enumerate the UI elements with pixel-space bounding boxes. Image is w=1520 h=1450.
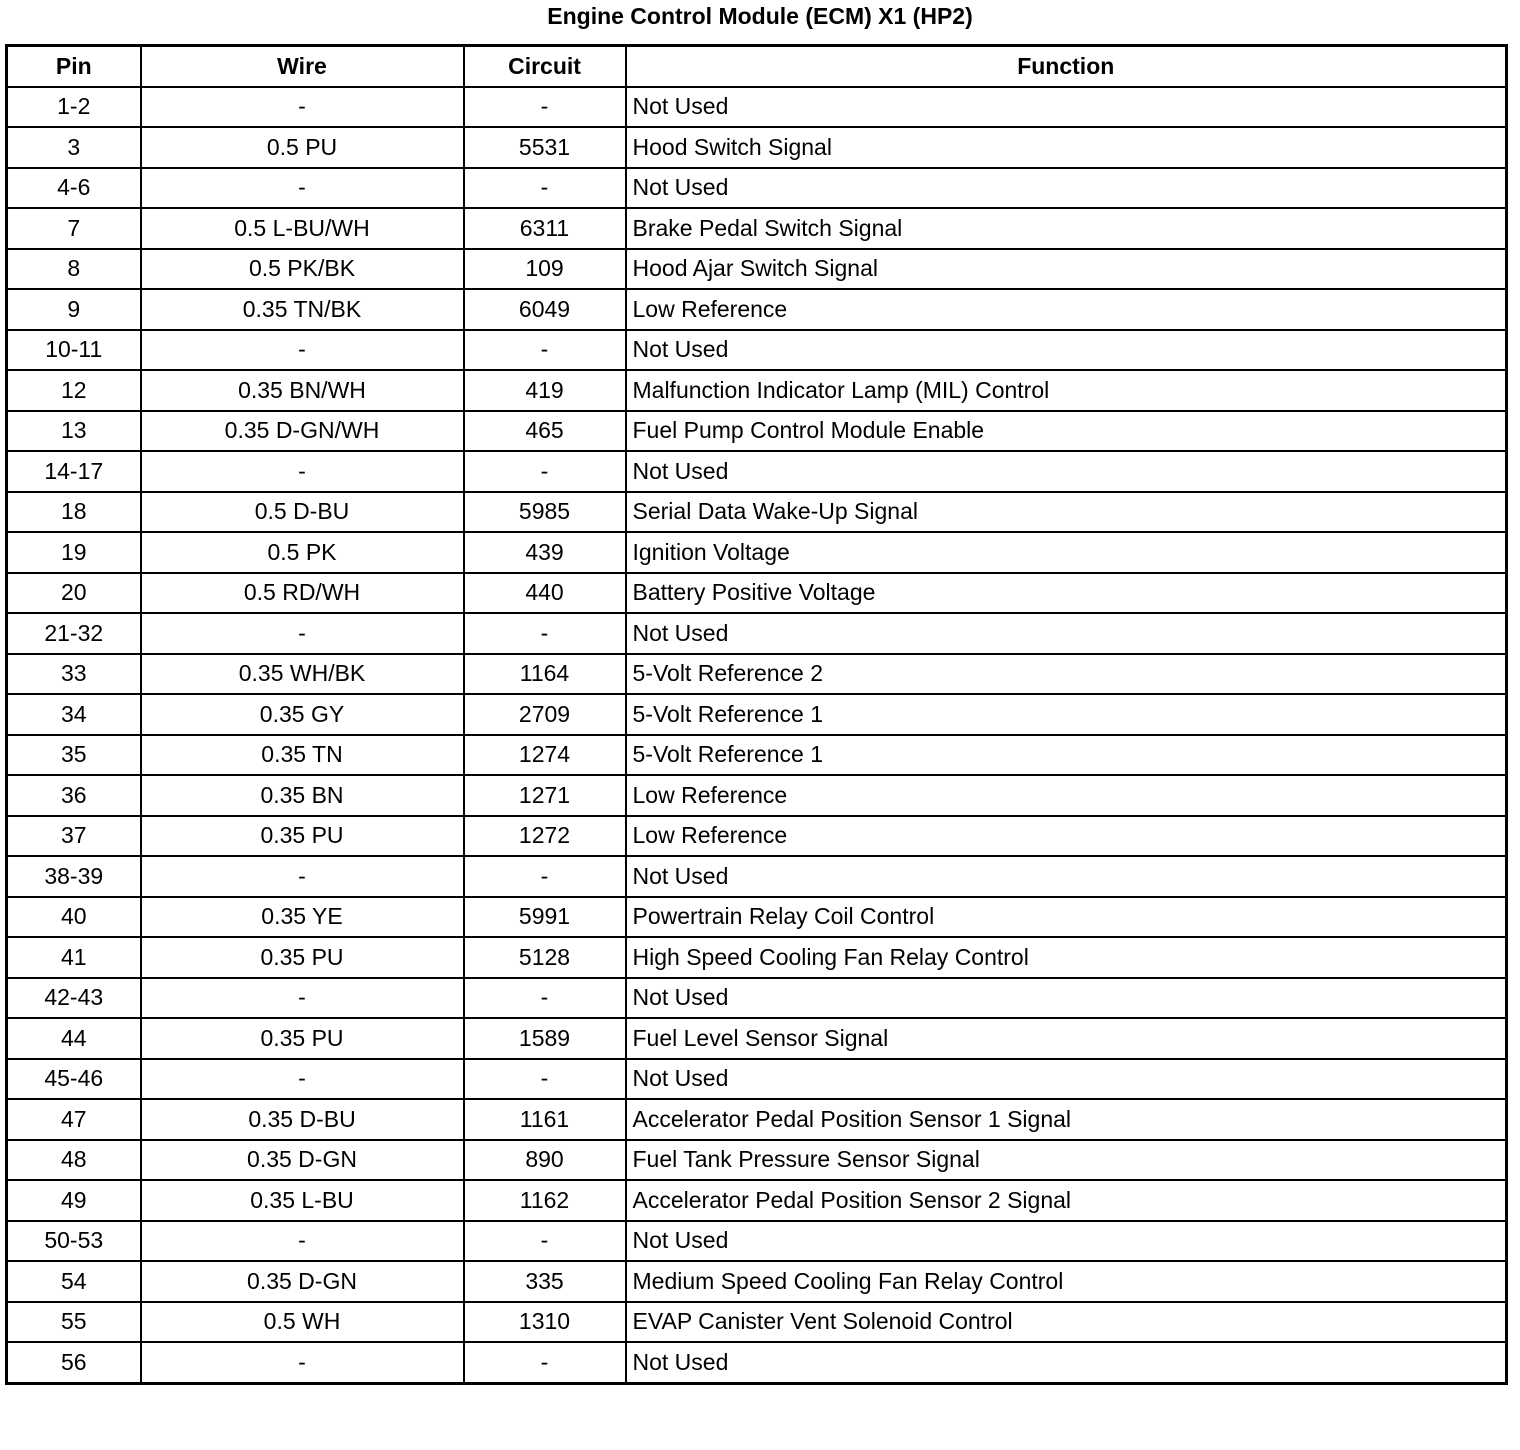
pin-cell: 37: [7, 816, 141, 857]
circuit-cell: 439: [464, 532, 626, 573]
wire-cell: 0.5 RD/WH: [141, 573, 464, 614]
function-cell: Low Reference: [626, 775, 1507, 816]
pin-cell: 55: [7, 1302, 141, 1343]
column-header-pin: Pin: [7, 46, 141, 87]
pin-cell: 19: [7, 532, 141, 573]
table-header-row: [7, 46, 1507, 87]
pin-cell: 3: [7, 127, 141, 168]
function-cell: Not Used: [626, 613, 1507, 654]
function-cell: Fuel Tank Pressure Sensor Signal: [626, 1140, 1507, 1181]
table-row: [7, 168, 1507, 209]
circuit-cell: 335: [464, 1261, 626, 1302]
pin-cell: 40: [7, 897, 141, 938]
pin-cell: 33: [7, 654, 141, 695]
circuit-cell: -: [464, 1221, 626, 1262]
circuit-cell: 1271: [464, 775, 626, 816]
function-cell: 5-Volt Reference 1: [626, 735, 1507, 776]
pin-cell: 47: [7, 1099, 141, 1140]
pin-cell: 34: [7, 694, 141, 735]
table-row: [7, 1342, 1507, 1383]
wire-cell: 0.35 WH/BK: [141, 654, 464, 695]
circuit-cell: 1589: [464, 1018, 626, 1059]
circuit-cell: 440: [464, 573, 626, 614]
table-row: [7, 1099, 1507, 1140]
column-header-function: Function: [626, 46, 1507, 87]
wire-cell: 0.35 TN/BK: [141, 289, 464, 330]
pin-cell: 8: [7, 249, 141, 290]
table-row: [7, 532, 1507, 573]
pin-cell: 13: [7, 411, 141, 452]
table-body: [7, 87, 1507, 1384]
circuit-cell: 109: [464, 249, 626, 290]
table-row: [7, 87, 1507, 128]
column-header-wire: Wire: [141, 46, 464, 87]
wire-cell: 0.5 L-BU/WH: [141, 208, 464, 249]
function-cell: EVAP Canister Vent Solenoid Control: [626, 1302, 1507, 1343]
pin-cell: 4-6: [7, 168, 141, 209]
wire-cell: 0.35 D-GN: [141, 1140, 464, 1181]
pin-cell: 42-43: [7, 978, 141, 1019]
wire-cell: 0.35 PU: [141, 1018, 464, 1059]
wire-cell: -: [141, 613, 464, 654]
function-cell: Accelerator Pedal Position Sensor 1 Signal: [626, 1099, 1507, 1140]
table-row: [7, 775, 1507, 816]
function-cell: Low Reference: [626, 816, 1507, 857]
function-cell: Not Used: [626, 168, 1507, 209]
wire-cell: -: [141, 168, 464, 209]
circuit-cell: 419: [464, 370, 626, 411]
pin-cell: 36: [7, 775, 141, 816]
circuit-cell: 1162: [464, 1180, 626, 1221]
circuit-cell: -: [464, 613, 626, 654]
pin-cell: 54: [7, 1261, 141, 1302]
table-row: [7, 492, 1507, 533]
table-row: [7, 1261, 1507, 1302]
function-cell: High Speed Cooling Fan Relay Control: [626, 937, 1507, 978]
function-cell: Not Used: [626, 1221, 1507, 1262]
table-row: [7, 289, 1507, 330]
function-cell: 5-Volt Reference 2: [626, 654, 1507, 695]
pin-cell: 38-39: [7, 856, 141, 897]
wire-cell: -: [141, 856, 464, 897]
circuit-cell: -: [464, 87, 626, 128]
wire-cell: -: [141, 1059, 464, 1100]
function-cell: Hood Ajar Switch Signal: [626, 249, 1507, 290]
function-cell: Not Used: [626, 978, 1507, 1019]
table-row: [7, 249, 1507, 290]
wire-cell: 0.35 GY: [141, 694, 464, 735]
circuit-cell: 5991: [464, 897, 626, 938]
function-cell: Not Used: [626, 1059, 1507, 1100]
table-row: [7, 1302, 1507, 1343]
table-row: [7, 1221, 1507, 1262]
table-row: [7, 856, 1507, 897]
table-row: [7, 451, 1507, 492]
circuit-cell: 5128: [464, 937, 626, 978]
function-cell: Medium Speed Cooling Fan Relay Control: [626, 1261, 1507, 1302]
function-cell: Battery Positive Voltage: [626, 573, 1507, 614]
circuit-cell: 465: [464, 411, 626, 452]
function-cell: Hood Switch Signal: [626, 127, 1507, 168]
function-cell: Accelerator Pedal Position Sensor 2 Signal: [626, 1180, 1507, 1221]
wire-cell: -: [141, 330, 464, 371]
function-cell: Not Used: [626, 856, 1507, 897]
table-row: [7, 127, 1507, 168]
table-row: [7, 1059, 1507, 1100]
function-cell: 5-Volt Reference 1: [626, 694, 1507, 735]
pin-cell: 45-46: [7, 1059, 141, 1100]
wire-cell: 0.5 D-BU: [141, 492, 464, 533]
pin-cell: 1-2: [7, 87, 141, 128]
circuit-cell: -: [464, 978, 626, 1019]
function-cell: Fuel Level Sensor Signal: [626, 1018, 1507, 1059]
pin-cell: 48: [7, 1140, 141, 1181]
circuit-cell: -: [464, 168, 626, 209]
pin-cell: 10-11: [7, 330, 141, 371]
wire-cell: 0.35 TN: [141, 735, 464, 776]
pin-cell: 18: [7, 492, 141, 533]
circuit-cell: 1272: [464, 816, 626, 857]
function-cell: Powertrain Relay Coil Control: [626, 897, 1507, 938]
function-cell: Serial Data Wake-Up Signal: [626, 492, 1507, 533]
pin-cell: 9: [7, 289, 141, 330]
table-row: [7, 897, 1507, 938]
circuit-cell: 5531: [464, 127, 626, 168]
wire-cell: -: [141, 1342, 464, 1383]
wire-cell: 0.35 PU: [141, 816, 464, 857]
circuit-cell: -: [464, 1059, 626, 1100]
wire-cell: 0.5 WH: [141, 1302, 464, 1343]
table-row: [7, 1018, 1507, 1059]
circuit-cell: 6311: [464, 208, 626, 249]
circuit-cell: 5985: [464, 492, 626, 533]
circuit-cell: 890: [464, 1140, 626, 1181]
wire-cell: 0.5 PK/BK: [141, 249, 464, 290]
table-row: [7, 735, 1507, 776]
table-row: [7, 978, 1507, 1019]
circuit-cell: -: [464, 1342, 626, 1383]
table-row: [7, 613, 1507, 654]
table-row: [7, 694, 1507, 735]
circuit-cell: 1161: [464, 1099, 626, 1140]
wire-cell: -: [141, 1221, 464, 1262]
table-row: [7, 411, 1507, 452]
column-header-circuit: Circuit: [464, 46, 626, 87]
circuit-cell: 1274: [464, 735, 626, 776]
connector-pinout-table: [5, 44, 1508, 1385]
pin-cell: 49: [7, 1180, 141, 1221]
wire-cell: -: [141, 978, 464, 1019]
wire-cell: 0.35 L-BU: [141, 1180, 464, 1221]
table-row: [7, 816, 1507, 857]
function-cell: Not Used: [626, 1342, 1507, 1383]
circuit-cell: 1310: [464, 1302, 626, 1343]
table-row: [7, 1140, 1507, 1181]
wire-cell: 0.35 BN: [141, 775, 464, 816]
function-cell: Not Used: [626, 451, 1507, 492]
function-cell: Ignition Voltage: [626, 532, 1507, 573]
circuit-cell: 2709: [464, 694, 626, 735]
pin-cell: 41: [7, 937, 141, 978]
wire-cell: 0.5 PU: [141, 127, 464, 168]
wire-cell: 0.35 YE: [141, 897, 464, 938]
wire-cell: -: [141, 451, 464, 492]
circuit-cell: -: [464, 451, 626, 492]
table-row: [7, 573, 1507, 614]
wire-cell: 0.35 PU: [141, 937, 464, 978]
circuit-cell: -: [464, 330, 626, 371]
wire-cell: 0.35 D-GN/WH: [141, 411, 464, 452]
pin-cell: 35: [7, 735, 141, 776]
function-cell: Fuel Pump Control Module Enable: [626, 411, 1507, 452]
function-cell: Malfunction Indicator Lamp (MIL) Control: [626, 370, 1507, 411]
pin-cell: 56: [7, 1342, 141, 1383]
table-row: [7, 654, 1507, 695]
circuit-cell: 6049: [464, 289, 626, 330]
circuit-cell: -: [464, 856, 626, 897]
table-row: [7, 330, 1507, 371]
table-row: [7, 937, 1507, 978]
function-cell: Not Used: [626, 330, 1507, 371]
wire-cell: 0.5 PK: [141, 532, 464, 573]
function-cell: Brake Pedal Switch Signal: [626, 208, 1507, 249]
wire-cell: 0.35 BN/WH: [141, 370, 464, 411]
pin-cell: 21-32: [7, 613, 141, 654]
table-row: [7, 1180, 1507, 1221]
pin-cell: 12: [7, 370, 141, 411]
table-row: [7, 208, 1507, 249]
wire-cell: 0.35 D-BU: [141, 1099, 464, 1140]
pin-cell: 14-17: [7, 451, 141, 492]
function-cell: Low Reference: [626, 289, 1507, 330]
table-row: [7, 370, 1507, 411]
circuit-cell: 1164: [464, 654, 626, 695]
wire-cell: -: [141, 87, 464, 128]
page-title: Engine Control Module (ECM) X1 (HP2): [547, 3, 973, 29]
pin-cell: 7: [7, 208, 141, 249]
pin-cell: 20: [7, 573, 141, 614]
function-cell: Not Used: [626, 87, 1507, 128]
wire-cell: 0.35 D-GN: [141, 1261, 464, 1302]
pin-cell: 44: [7, 1018, 141, 1059]
pin-cell: 50-53: [7, 1221, 141, 1262]
